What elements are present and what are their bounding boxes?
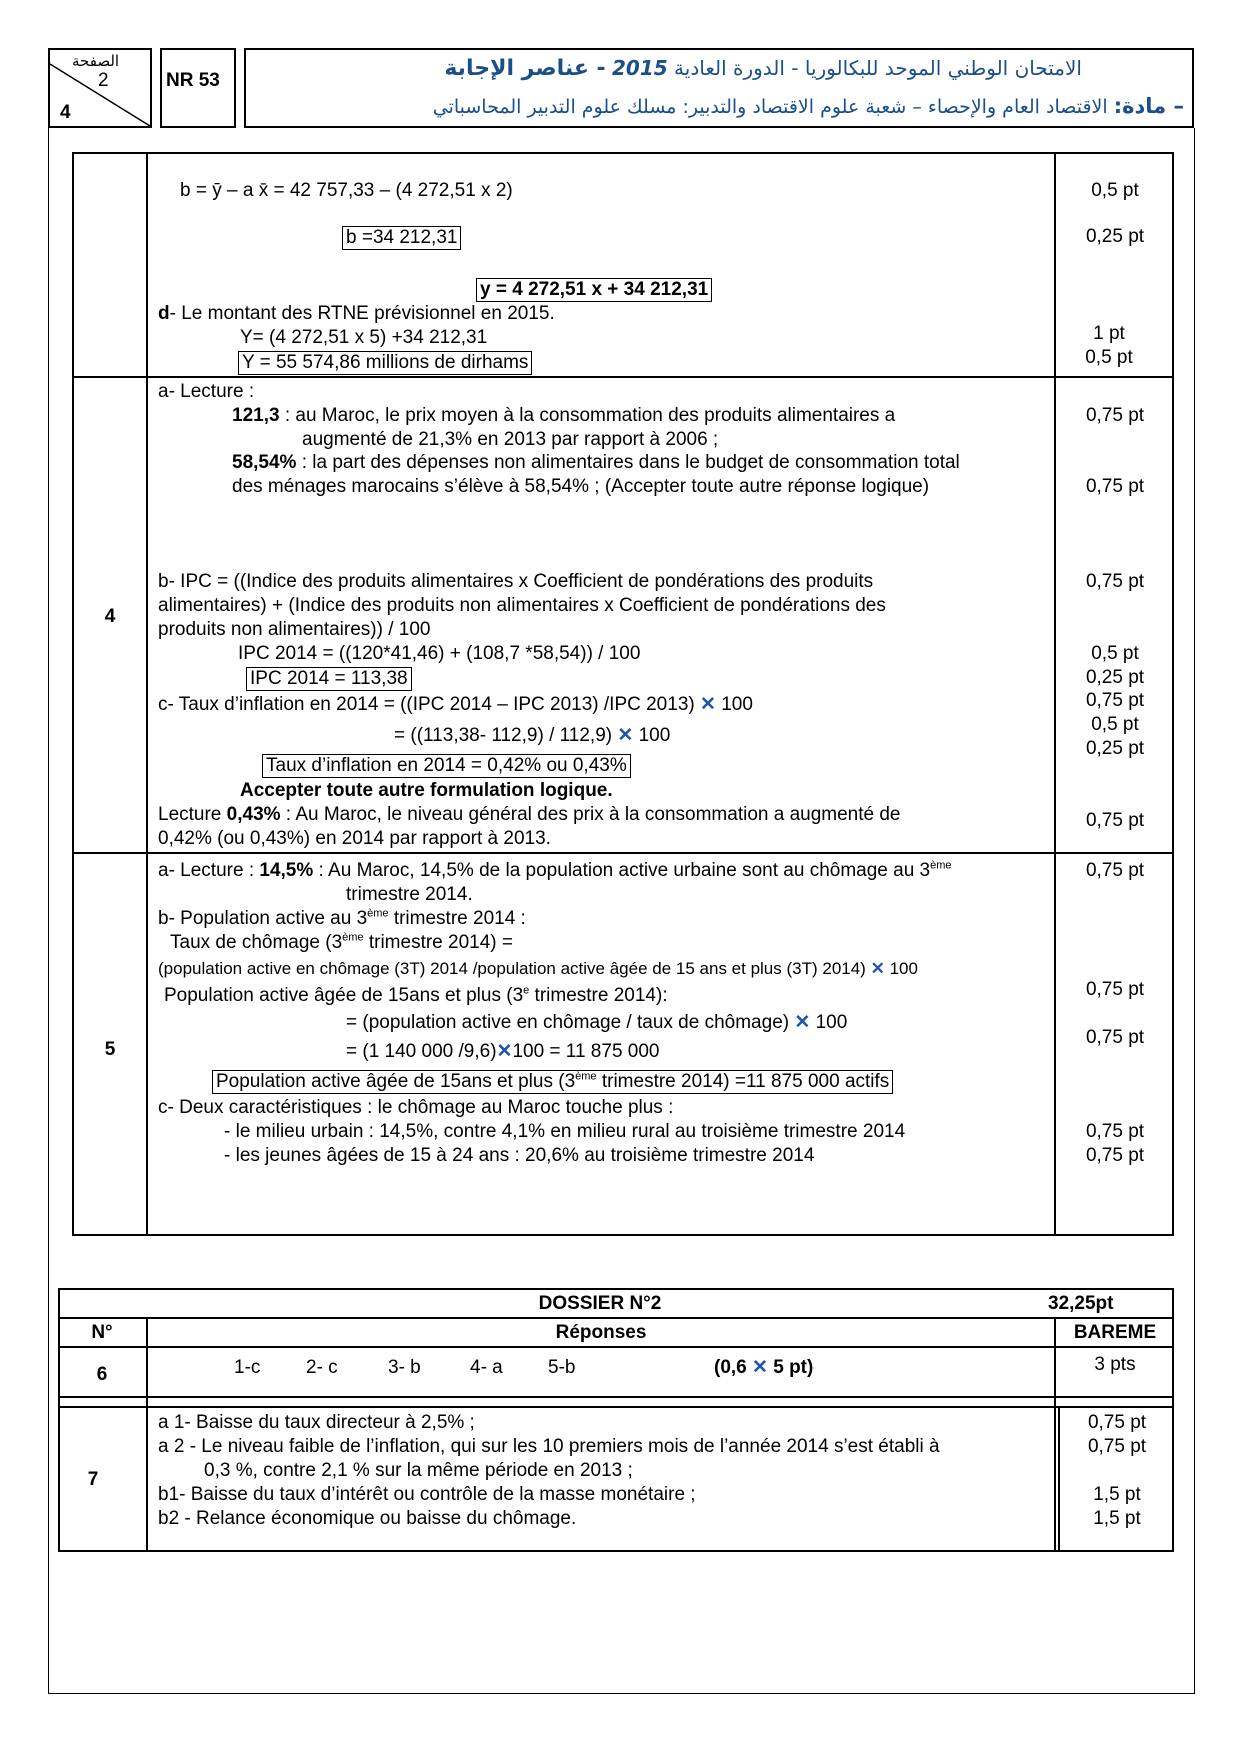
q5-b-result-a: Population active âgée de 15ans et plus (3 [216,1071,576,1092]
title-line-1-a: الامتحان الوطني الموحد للبكالوريا - الدورة العادية [674,56,1082,80]
q6-answer-1: 1-c [234,1357,261,1378]
q5-pt-3: 0,75 pt [1085,1027,1145,1048]
q5-pt-5: 0,75 pt [1085,1145,1145,1166]
q4-c-result: Taux d’inflation en 2014 = 0,42% ou 0,43% [262,754,631,778]
q4-lecture-val: 0,43% [226,804,281,825]
t2-row-1 [58,1317,1174,1319]
code-box [160,48,236,128]
q6-number: 6 [96,1364,108,1385]
q5-b-line1-sup: ème [367,907,389,920]
title-line-1 [444,56,1082,81]
q4-a-title: a- Lecture : [158,381,255,402]
q4-lecture-label: Lecture [158,804,227,825]
q3-d-text: - Le montant des RTNE prévisionnel en 2015. [169,303,555,324]
q4-b-line2: alimentaires) + (Indice des produits non alimentaires x Coefficient de pondérations des [158,595,886,616]
frame-right [1194,128,1195,1694]
q4-pt-2: 0,75 pt [1085,476,1145,497]
q5-b-line2-sup: ème [342,931,364,944]
q5-a-text: : Au Maroc, 14,5% de la population active urbaine sont au chômage au 3 [313,860,931,881]
t1-col-1 [146,152,148,1236]
q4-pt-9: 0,75 pt [1085,810,1145,831]
q4-pt-3: 0,75 pt [1085,571,1145,592]
q5-b-line4-sup: e [523,984,530,997]
q7-pt-2: 0,75 pt [1087,1436,1147,1457]
q3-d-calc: Y= (4 272,51 x 5) +34 212,31 [240,327,488,348]
col-header-reponses: Réponses [555,1322,647,1343]
page-total: 4 [60,102,71,123]
times-icon: ✕ [752,1357,768,1378]
title-line-2 [433,94,1184,118]
q4-pt-4: 0,5 pt [1091,643,1139,664]
page-number: 2 [98,70,109,91]
times-icon: ✕ [794,1012,811,1033]
q4-a1-val: 121,3 [232,405,280,426]
q6-scale-a: (0,6 [714,1357,747,1378]
q4-a2-val: 58,54% [232,452,297,473]
frame-left [48,128,49,1694]
q5-a-val: 14,5% [259,860,314,881]
q5-c-line3: - les jeunes âgées de 15 à 24 ans : 20,6% au troisième trimestre 2014 [224,1145,815,1166]
title-line-2-a: – مادة: [1113,94,1184,118]
q4-a2-line [232,452,960,474]
t1-row-2 [72,852,1174,854]
q3-pt-2: 0,25 pt [1085,226,1145,247]
t2-row-3 [58,1396,1174,1398]
q5-pt-4: 0,75 pt [1085,1121,1145,1142]
q5-b-line5 [346,1012,847,1034]
q4-c-line1-a: c- Taux d’inflation en 2014 = ((IPC 2014 – IPC 2013) /IPC 2013) [158,694,695,715]
q3-b-result: b =34 212,31 [342,226,461,250]
exam-code: NR 53 [166,70,220,91]
t1-row-1 [72,376,1174,378]
q5-b-line6-b: 100 = 11 875 000 [512,1041,660,1062]
q3-d-result: Y = 55 574,86 millions de dirhams [238,351,532,375]
q5-b-line5-a: = (population active en chômage / taux de chômage) [346,1012,790,1033]
q5-c-line1: c- Deux caractéristiques : le chômage au Maroc touche plus : [158,1097,674,1118]
q4-pt-7: 0,5 pt [1091,714,1139,735]
q5-number: 5 [104,1039,116,1060]
title-box [244,48,1194,128]
q5-b-line1-a: b- Population active au 3 [158,908,368,929]
q4-lecture-text2: 0,42% (ou 0,43%) en 2014 par rapport à 2013. [158,828,551,849]
t2-row-4 [58,1406,1174,1408]
dossier-2-title: DOSSIER N°2 [538,1293,662,1314]
q4-number: 4 [104,606,116,627]
q5-a-text2: trimestre 2014. [346,884,473,905]
q4-pt-5: 0,25 pt [1085,667,1145,688]
q4-a1-text2: augmenté de 21,3% en 2013 par rapport à 2006 ; [302,429,719,450]
q4-lecture-text: : Au Maroc, le niveau général des prix à la consommation a augmenté de [280,804,901,825]
q7-line-5: b2 - Relance économique ou baisse du chômage. [158,1508,577,1529]
q7-line-1: a 1- Baisse du taux directeur à 2,5% ; [158,1412,475,1433]
q5-a-line [158,860,952,882]
q5-b-line1 [158,908,526,930]
title-line-2-b: الاقتصاد العام والإحصاء – شعبة علوم الاقتصاد والتدبير: مسلك علوم التدبير المحاسباتي [432,96,1108,118]
q3-d-label: d [158,303,170,324]
q6-scale [714,1357,813,1379]
q6-answer-3: 3- b [388,1357,421,1378]
q7-line-2: a 2 - Le niveau faible de l’inflation, qui sur les 10 premiers mois de l’année 2014 s’est établi à [158,1436,940,1457]
frame-bottom [48,1693,1195,1694]
q7-pt-4: 1,5 pt [1093,1508,1141,1529]
q5-b-result-sup: ème [575,1070,597,1083]
q4-c-line2-b: 100 [638,725,671,746]
q6-answer-4: 4- a [470,1357,503,1378]
q5-pt-2: 0,75 pt [1085,979,1145,1000]
q4-a2-text2: des ménages marocains s’élève à 58,54% ; (Accepter toute autre réponse logique) [232,476,930,497]
title-line-1-b: - عناصر الإجابة [444,56,606,81]
q5-c-line2: - le milieu urbain : 14,5%, contre 4,1% en milieu rural au troisième trimestre 2014 [224,1121,906,1142]
q5-b-line2 [170,932,513,954]
times-icon: ✕ [870,959,885,978]
q7-line-4: b1- Baisse du taux d’intérêt ou contrôle de la masse monétaire ; [158,1484,696,1505]
q5-b-line2-b: trimestre 2014) = [363,932,513,953]
page-number-box [48,48,152,128]
q5-b-line4 [164,985,668,1007]
q5-b-line3 [158,958,918,980]
q5-b-line4-b: trimestre 2014): [529,985,668,1006]
times-icon: ✕ [617,725,634,746]
q4-c-line2-a: = ((113,38- 112,9) / 112,9) [394,725,613,746]
q7-pt-3: 1,5 pt [1093,1484,1141,1505]
q5-b-line4-a: Population active âgée de 15ans et plus (3 [164,985,524,1006]
q5-b-line6-a: = (1 140 000 /9,6) [346,1041,497,1062]
times-icon: ✕ [700,694,716,715]
q7-number: 7 [87,1469,99,1490]
q3-d-line [158,303,555,325]
q4-a2-text: : la part des dépenses non alimentaires dans le budget de consommation total [296,452,960,473]
q6-answer-5: 5-b [548,1357,576,1378]
q4-accept: Accepter toute autre formulation logique. [240,780,613,801]
q4-b-line3: produits non alimentaires)) / 100 [158,619,431,640]
page-label: الصفحة [72,52,120,70]
t2-row-2 [58,1346,1174,1348]
q5-b-line3-a: (population active en chômage (3T) 2014 /population active âgée de 15 ans et plus (3T) 2014) [158,959,866,978]
q5-b-result [212,1070,893,1094]
q4-pt-1: 0,75 pt [1085,405,1145,426]
q5-a-sup: ème [930,859,952,872]
q4-b-line1: b- IPC = ((Indice des produits alimentaires x Coefficient de pondérations des produits [158,571,874,592]
q5-b-line5-b: 100 [815,1012,848,1033]
q4-a1-text: : au Maroc, le prix moyen à la consommation des produits alimentaires a [279,405,896,426]
t2-col-2 [1054,1317,1056,1552]
times-icon: ✕ [496,1041,513,1062]
q5-b-line3-b: 100 [889,959,918,978]
q6-answer-2: 2- c [306,1357,338,1378]
dossier-2-total: 32,25pt [1048,1293,1114,1314]
q6-pts: 3 pts [1094,1354,1136,1375]
t2-col-1 [146,1317,148,1552]
q4-lecture-line [158,804,901,826]
q6-scale-b: 5 pt) [773,1357,814,1378]
q4-c-line1 [158,694,753,716]
q4-a1-line [232,405,895,427]
q3-pt-4: 0,5 pt [1085,347,1133,368]
q5-b-result-b: trimestre 2014) =11 875 000 actifs [596,1071,890,1092]
col-header-n: N° [91,1322,113,1343]
q5-b-line6 [346,1041,660,1063]
q4-c-line2 [394,725,670,747]
q5-pt-1: 0,75 pt [1085,860,1145,881]
q4-pt-8: 0,25 pt [1085,738,1145,759]
q4-b-calc: IPC 2014 = ((120*41,46) + (108,7 *58,54)) / 100 [238,643,641,664]
q5-b-line2-a: Taux de chômage (3 [170,932,343,953]
q4-pt-6: 0,75 pt [1085,690,1145,711]
q5-a-label: a- Lecture : [158,860,260,881]
q3-b-formula: b = ȳ – a x̄ = 42 757,33 – (4 272,51 x 2) [180,180,513,201]
q5-b-line1-b: trimestre 2014 : [388,908,526,929]
col-header-bareme: BAREME [1073,1322,1157,1343]
q3-pt-3: 1 pt [1093,323,1125,344]
q3-pt-1: 0,5 pt [1091,180,1139,201]
q7-line-3: 0,3 %, contre 2,1 % sur la même période en 2013 ; [204,1460,633,1481]
q7-pt-1: 0,75 pt [1087,1412,1147,1433]
q4-c-line1-b: 100 [721,694,753,715]
q3-equation: y = 4 272,51 x + 34 212,31 [476,278,712,302]
q4-b-result: IPC 2014 = 113,38 [246,667,412,691]
title-year: 2015 [612,56,668,80]
